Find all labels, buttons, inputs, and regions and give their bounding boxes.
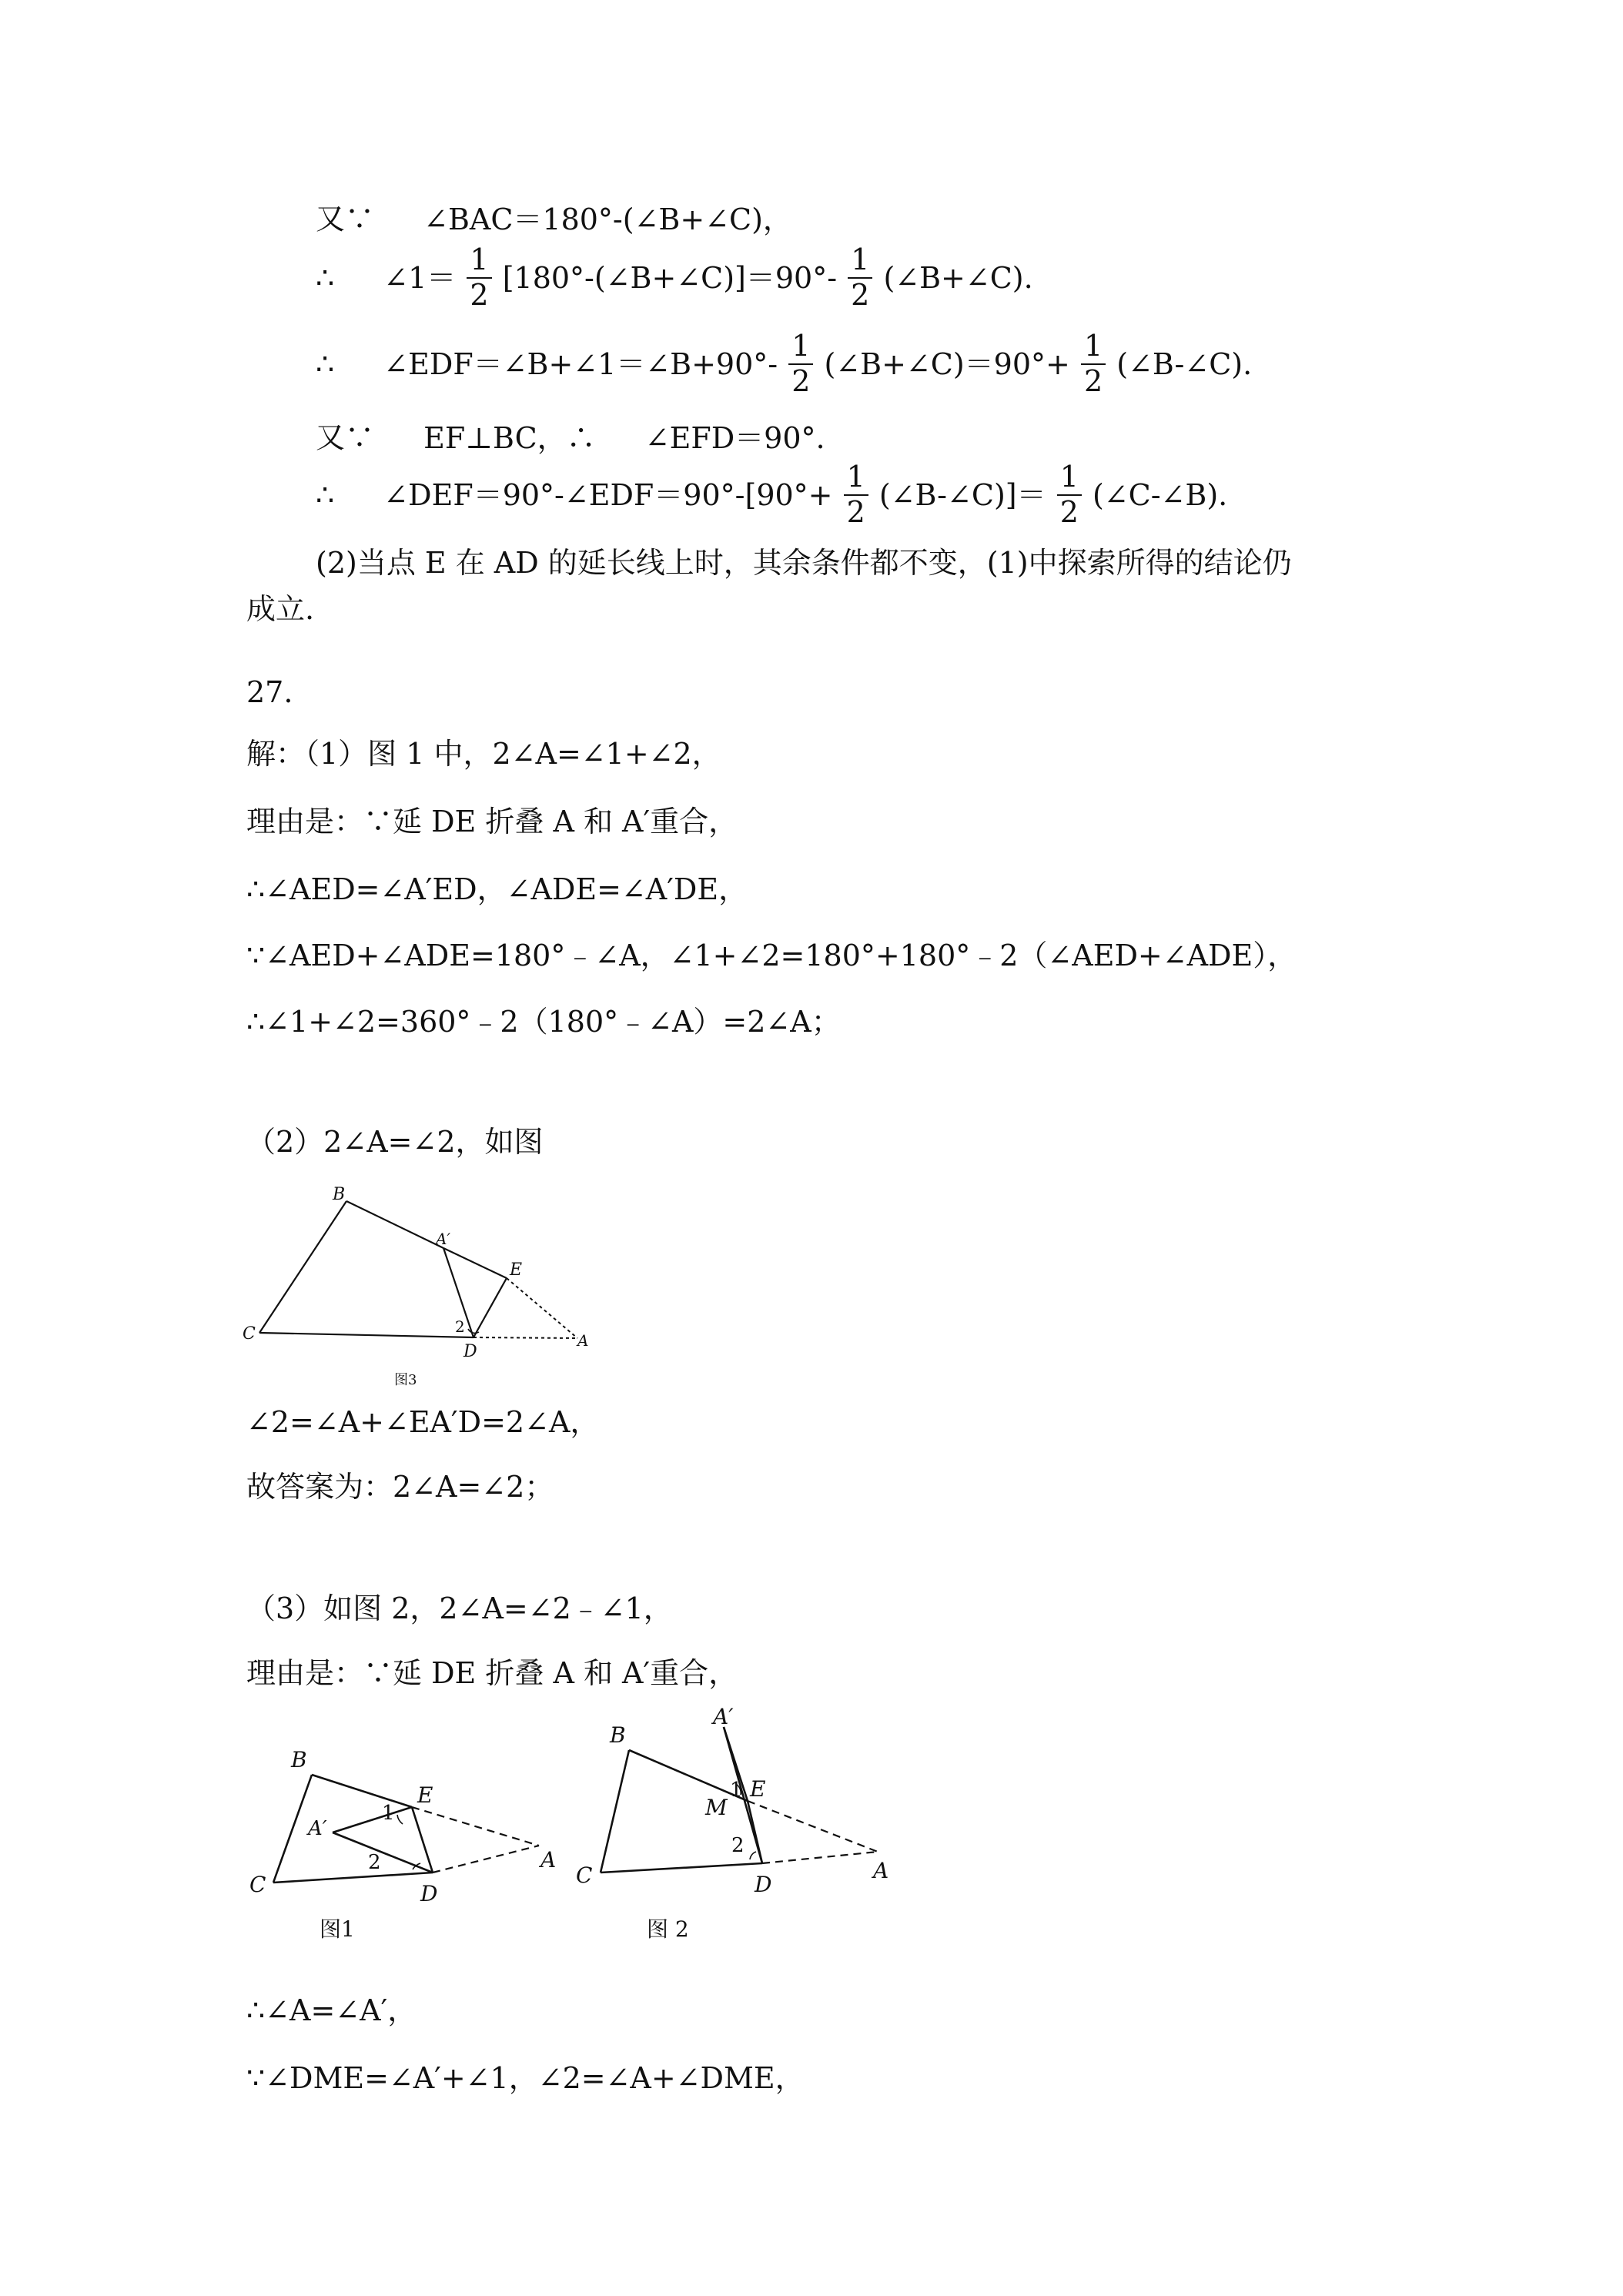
expr-segment: ∠1＝ bbox=[383, 260, 457, 295]
label-a-prime: A′ bbox=[713, 1705, 734, 1729]
expr-segment: ∠EDF＝∠B+∠1＝∠B+90°- bbox=[383, 346, 778, 381]
label-m: M bbox=[705, 1795, 728, 1820]
dashed-da bbox=[762, 1852, 878, 1863]
therefore-symbol: ∴ bbox=[316, 346, 335, 381]
segment-cd bbox=[273, 1873, 433, 1883]
expr-segment: EF⊥BC，∴ bbox=[423, 420, 596, 455]
label-d: D bbox=[420, 1881, 438, 1906]
label-a: A bbox=[873, 1858, 889, 1883]
question-number: 27. bbox=[246, 675, 293, 709]
figure-caption: 图1 bbox=[320, 1916, 355, 1942]
part-2-line-2: 故答案为：2∠A=∠2； bbox=[246, 1470, 554, 1504]
part-3-line-1: 理由是：∵延 DE 折叠 A 和 A′重合， bbox=[246, 1656, 738, 1690]
expr-segment: (∠C-∠B). bbox=[1092, 477, 1228, 512]
expr-segment: (∠B-∠C). bbox=[1116, 346, 1253, 381]
label-a: A bbox=[577, 1331, 589, 1350]
segment-ed bbox=[412, 1807, 433, 1873]
label-c: C bbox=[243, 1324, 256, 1344]
line-5 bbox=[316, 462, 1227, 528]
line-4 bbox=[316, 420, 825, 453]
label-a-prime: A′ bbox=[308, 1817, 327, 1840]
segment-cd bbox=[601, 1863, 762, 1873]
label-a: A bbox=[540, 1847, 557, 1873]
segment-ed bbox=[474, 1278, 507, 1337]
segment-be bbox=[312, 1775, 412, 1807]
label-2: 2 bbox=[455, 1317, 465, 1336]
fraction-numerator: 1 bbox=[848, 245, 872, 279]
segment-bc bbox=[259, 1201, 346, 1333]
label-e: E bbox=[750, 1776, 766, 1802]
dashed-ea bbox=[507, 1278, 577, 1338]
dashed-da bbox=[474, 1337, 577, 1338]
segment-bc bbox=[601, 1750, 629, 1873]
angle-1-mark bbox=[397, 1815, 403, 1824]
segment-ea-prime bbox=[333, 1807, 412, 1832]
fraction bbox=[848, 245, 872, 311]
dashed-ea bbox=[412, 1807, 539, 1846]
line-prefix: 又∵ bbox=[316, 420, 375, 455]
fraction-denominator: 2 bbox=[851, 277, 870, 312]
label-b: B bbox=[333, 1186, 346, 1204]
expr-segment: [180°-(∠B+∠C)]＝90°- bbox=[502, 260, 838, 295]
line-text: ∠BAC＝180°-(∠B+∠C)， bbox=[423, 202, 792, 236]
fraction-denominator: 2 bbox=[846, 494, 865, 529]
angle-2-mark bbox=[750, 1852, 756, 1859]
figure-3-diagram bbox=[239, 1186, 593, 1394]
label-1: 1 bbox=[382, 1802, 395, 1825]
dashed-da bbox=[433, 1846, 539, 1873]
fraction bbox=[1081, 331, 1106, 397]
part-3-heading: （3）如图 2，2∠A=∠2﹣∠1， bbox=[246, 1591, 673, 1625]
figure-2-diagram bbox=[562, 1705, 916, 1944]
q27-line-5: ∴∠1+∠2=360°﹣2（180°﹣∠A）=2∠A； bbox=[246, 1005, 841, 1039]
fraction-numerator: 1 bbox=[1081, 331, 1106, 365]
q27-line-3: ∴∠AED=∠A′ED，∠ADE=∠A′DE， bbox=[246, 872, 748, 906]
segment-bc bbox=[273, 1775, 312, 1883]
label-b: B bbox=[291, 1747, 307, 1772]
label-d: D bbox=[755, 1872, 772, 1897]
fraction-denominator: 2 bbox=[470, 277, 489, 312]
label-2: 2 bbox=[731, 1834, 745, 1857]
expr-segment: (∠B-∠C)]＝ bbox=[878, 477, 1046, 512]
segment-cd bbox=[259, 1333, 474, 1337]
fraction-numerator: 1 bbox=[844, 462, 868, 496]
paragraph-2-line-1: (2)当点 E 在 AD 的延长线上时，其余条件都不变，(1)中探索所得的结论仍 bbox=[316, 546, 1292, 580]
fraction-numerator: 1 bbox=[467, 245, 491, 279]
fraction bbox=[467, 245, 491, 311]
expr-segment: (∠B+∠C). bbox=[883, 260, 1033, 295]
fraction bbox=[844, 462, 868, 528]
therefore-symbol: ∴ bbox=[316, 260, 335, 295]
line-3 bbox=[316, 331, 1252, 397]
segment-a-prime-d bbox=[333, 1832, 433, 1873]
q27-line-4: ∵∠AED+∠ADE=180°﹣∠A，∠1+∠2=180°+180°﹣2（∠AED+∠ADE）， bbox=[246, 939, 1297, 972]
figure-caption: 图 2 bbox=[647, 1916, 689, 1942]
label-e: E bbox=[510, 1260, 523, 1280]
part-3-line-3: ∵∠DME=∠A′+∠1，∠2=∠A+∠DME， bbox=[246, 2061, 805, 2095]
expr-segment: ∠DEF＝90°-∠EDF＝90°-[90°+ bbox=[383, 477, 833, 512]
segment-ba-prime bbox=[346, 1201, 443, 1248]
part-2-line-1: ∠2=∠A+∠EA′D=2∠A， bbox=[246, 1405, 600, 1439]
paragraph-2-line-2: 成立. bbox=[246, 592, 315, 626]
fraction-denominator: 2 bbox=[1083, 363, 1103, 398]
expr-segment: ∠EFD＝90°. bbox=[644, 420, 825, 455]
label-b: B bbox=[610, 1722, 626, 1748]
label-1: 1 bbox=[730, 1779, 743, 1802]
line-1 bbox=[316, 202, 792, 234]
label-a-prime: A′ bbox=[436, 1230, 450, 1248]
therefore-symbol: ∴ bbox=[316, 477, 335, 512]
fraction-numerator: 1 bbox=[788, 331, 813, 365]
q27-line-2: 理由是：∵延 DE 折叠 A 和 A′重合， bbox=[246, 805, 738, 838]
expr-segment: (∠B+∠C)＝90°+ bbox=[824, 346, 1070, 381]
figure-caption: 图3 bbox=[394, 1372, 417, 1388]
part-2-heading: （2）2∠A=∠2，如图 bbox=[246, 1125, 544, 1159]
label-c: C bbox=[576, 1863, 593, 1888]
part-3-line-2: ∴∠A=∠A′， bbox=[246, 1993, 417, 2027]
label-d: D bbox=[463, 1342, 477, 1361]
fraction bbox=[788, 331, 813, 397]
line-2 bbox=[316, 245, 1033, 311]
label-e: E bbox=[417, 1782, 433, 1808]
dashed-ea bbox=[748, 1801, 878, 1852]
fraction-denominator: 2 bbox=[791, 363, 811, 398]
fraction-denominator: 2 bbox=[1059, 494, 1079, 529]
figure-1-diagram bbox=[239, 1729, 570, 1960]
label-c: C bbox=[249, 1872, 266, 1897]
fraction bbox=[1057, 462, 1082, 528]
line-prefix: 又∵ bbox=[316, 202, 375, 236]
label-2: 2 bbox=[368, 1851, 381, 1874]
fraction-numerator: 1 bbox=[1057, 462, 1082, 496]
q27-line-1: 解：（1）图 1 中，2∠A=∠1+∠2， bbox=[246, 737, 721, 771]
